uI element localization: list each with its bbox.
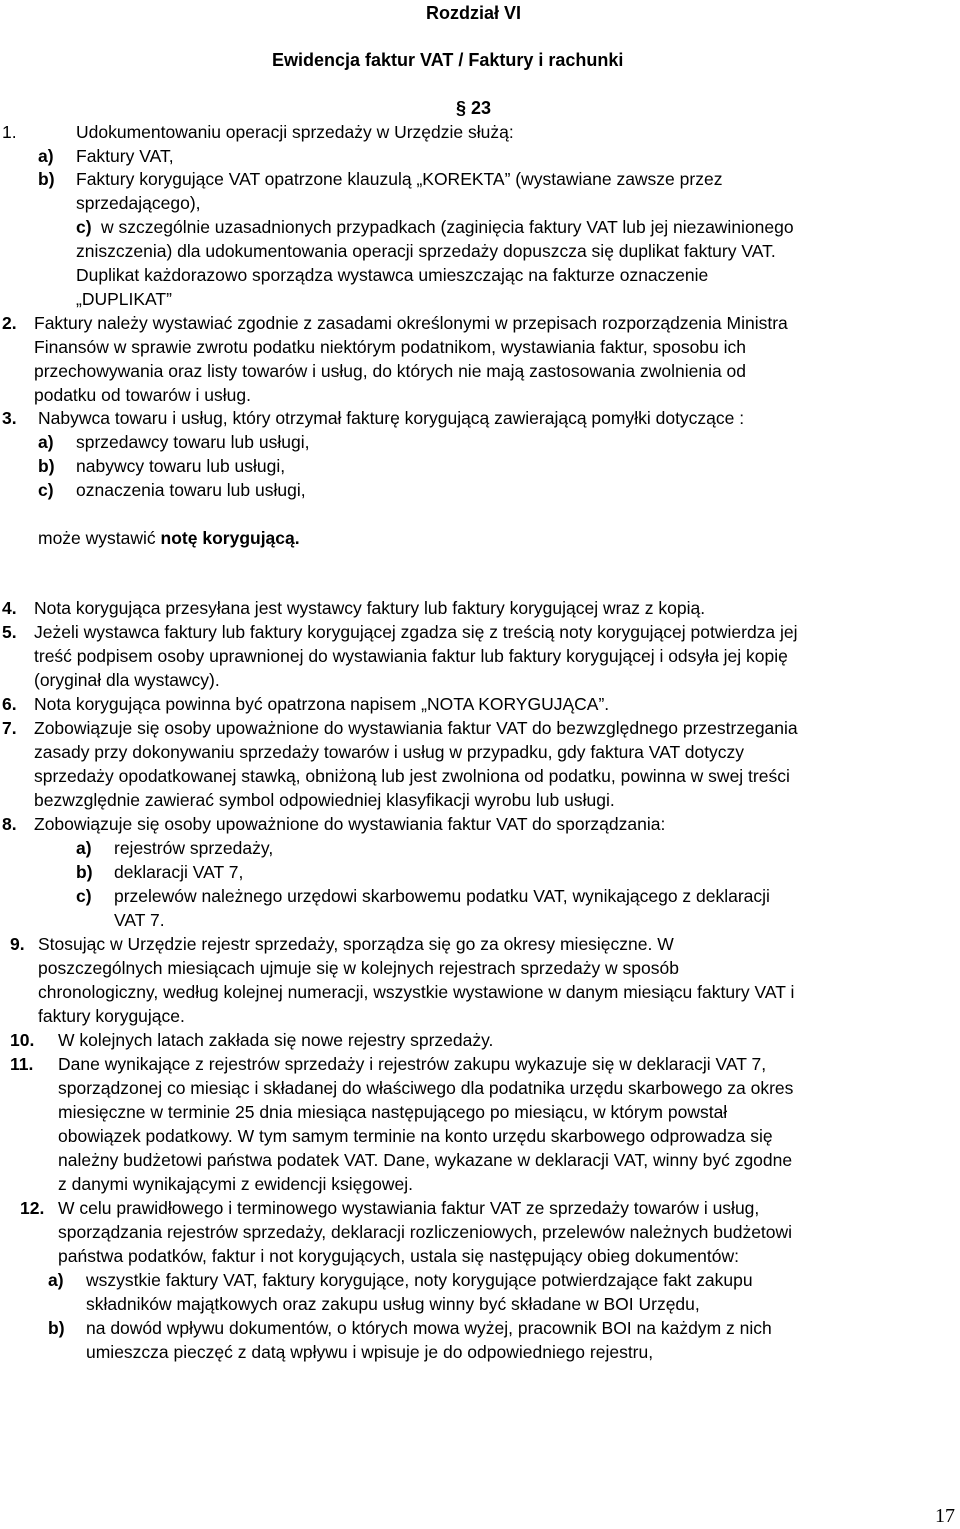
paragraph-line: Stosując w Urzędzie rejestr sprzedaży, sporządza się go za okresy miesięczne. W — [38, 934, 674, 954]
list-item: VAT 7. — [114, 910, 165, 930]
page-title: Ewidencja faktur VAT / Faktury i rachunki — [272, 50, 624, 70]
chapter-heading: Rozdział VI — [426, 3, 522, 23]
list-item: przelewów należnego urzędowi skarbowemu podatku VAT, wynikającego z deklaracji — [114, 886, 770, 906]
item-number: 8. — [2, 814, 17, 834]
paragraph-line: W celu prawidłowego i terminowego wystawiania faktur VAT ze sprzedaży towarów i usług, — [58, 1198, 760, 1218]
list-label: a) — [48, 1270, 64, 1290]
paragraph-line: W kolejnych latach zakłada się nowe rejestry sprzedaży. — [58, 1030, 494, 1050]
list-item: zniszczenia) dla udokumentowania operacji sprzedaży dopuszcza się duplikat faktury VAT. — [76, 241, 776, 261]
paragraph-line: Zobowiązuje się osoby upoważnione do wystawiania faktur VAT do sporządzania: — [34, 814, 666, 834]
paragraph-line: z danymi wynikającymi z ewidencji księgowej. — [58, 1174, 413, 1194]
list-label: b) — [38, 169, 55, 189]
list-item: Duplikat każdorazowo sporządza wystawca umieszczając na fakturze oznaczenie — [76, 265, 709, 285]
paragraph-line: Jeżeli wystawca faktury lub faktury korygującej zgadza się z treścią noty korygującej potwierdza jej — [34, 622, 798, 642]
paragraph-line: miesięczne w terminie 25 dnia miesiąca następującego po miesiącu, w którym powstał — [58, 1102, 728, 1122]
paragraph-line: państwa podatków, faktur i not korygujących, ustala się następujący obieg dokumentów: — [58, 1246, 739, 1266]
list-label: c) — [76, 886, 92, 906]
list-item: w szczególnie uzasadnionych przypadkach (zaginięcia faktury VAT lub jej niezawinionego — [101, 217, 794, 237]
list-item: składników majątkowych oraz zakupu usług winny być składane w BOI Urzędu, — [86, 1294, 700, 1314]
paragraph-line: treść podpisem osoby uprawnionej do wystawiania faktur lub faktury korygującej i odsyła jej kopię — [34, 646, 788, 666]
paragraph-line: sprzedaży opodatkowanej stawką, obniżoną lub jest zwolniona od podatku, powinna w swej treści — [34, 766, 790, 786]
list-item: rejestrów sprzedaży, — [114, 838, 274, 858]
paragraph-line: przechowywania oraz listy towarów i usług, do których nie mają zastosowania zwolnienia od — [34, 361, 747, 381]
list-item: nabywcy towaru lub usługi, — [76, 456, 286, 476]
item-number: 1. — [2, 122, 17, 142]
paragraph-line: podatku od towarów i usług. — [34, 385, 251, 405]
list-item: „DUPLIKAT” — [76, 289, 172, 309]
list-label: b) — [38, 456, 55, 476]
page-number: 17 — [935, 1505, 955, 1527]
list-label: c) — [38, 480, 54, 500]
paragraph-line: zasady przy dokonywaniu sprzedaży towarów i usług w przypadku, gdy faktura VAT dotyczy — [34, 742, 745, 762]
closing-line — [38, 527, 300, 549]
paragraph-line: faktury korygujące. — [38, 1006, 185, 1026]
paragraph-line: Faktury należy wystawiać zgodnie z zasadami określonymi w przepisach rozporządzenia Ministra — [34, 313, 788, 333]
paragraph-line: sporządzonej co miesiąc i składanej do właściwego dla podatnika urzędu skarbowego za okres — [58, 1078, 794, 1098]
paragraph-line: sporządzania rejestrów sprzedaży, deklaracji rozliczeniowych, przelewów należnych budżetowi — [58, 1222, 793, 1242]
list-label: a) — [38, 146, 54, 166]
paragraph-line: Nabywca towaru i usług, który otrzymał fakturę korygującą zawierającą pomyłki dotyczące : — [38, 408, 745, 428]
list-label: a) — [76, 838, 92, 858]
list-item: sprzedawcy towaru lub usługi, — [76, 432, 310, 452]
paragraph-line: należny budżetowi państwa podatek VAT. Dane, wykazane w deklaracji VAT, winny być zgodne — [58, 1150, 793, 1170]
closing-bold-text: notę korygującą. — [160, 528, 300, 548]
paragraph-line: poszczególnych miesiącach ujmuje się w kolejnych rejestrach sprzedaży w sposób — [38, 958, 679, 978]
list-item: deklaracji VAT 7, — [114, 862, 244, 882]
list-item: Faktury korygujące VAT opatrzone klauzulą „KOREKTA” (wystawiane zawsze przez — [76, 169, 723, 189]
list-item: wszystkie faktury VAT, faktury korygujące, noty korygujące potwierdzające fakt zakupu — [86, 1270, 753, 1290]
list-item: sprzedającego), — [76, 193, 201, 213]
item-number: 11. — [10, 1054, 34, 1074]
paragraph-line: Nota korygująca powinna być opatrzona napisem „NOTA KORYGUJĄCA”. — [34, 694, 610, 714]
paragraph-line: (oryginał dla wystawcy). — [34, 670, 220, 690]
list-item: na dowód wpływu dokumentów, o których mowa wyżej, pracownik BOI na każdym z nich — [86, 1318, 772, 1338]
paragraph-line: Udokumentowaniu operacji sprzedaży w Urzędzie służą: — [76, 122, 514, 142]
list-item: umieszcza pieczęć z datą wpływu i wpisuje je do odpowiedniego rejestru, — [86, 1342, 654, 1362]
paragraph-line: Zobowiązuje się osoby upoważnione do wystawiania faktur VAT do bezwzględnego przestrzegania — [34, 718, 798, 738]
list-item: oznaczenia towaru lub usługi, — [76, 480, 306, 500]
item-number: 6. — [2, 694, 17, 714]
paragraph-line: Dane wynikające z rejestrów sprzedaży i rejestrów zakupu wykazuje się w deklaracji VAT 7, — [58, 1054, 767, 1074]
item-number: 7. — [2, 718, 17, 738]
closing-text: może wystawić — [38, 528, 156, 548]
item-number: 12. — [20, 1198, 45, 1218]
item-number: 9. — [10, 934, 25, 954]
paragraph-line: obowiązek podatkowy. W tym samym terminie na konto urzędu skarbowego odprowadza się — [58, 1126, 773, 1146]
list-label: c) — [76, 217, 92, 237]
list-label: b) — [76, 862, 93, 882]
paragraph-line: Finansów w sprawie zwrotu podatku niektórym podatnikom, wystawiania faktur, sposobu ich — [34, 337, 747, 357]
list-label: a) — [38, 432, 54, 452]
item-number: 2. — [2, 313, 17, 333]
item-number: 3. — [2, 408, 17, 428]
paragraph-line: Nota korygująca przesyłana jest wystawcy faktury lub faktury korygującej wraz z kopią. — [34, 598, 706, 618]
paragraph-line: bezwzględnie zawierać symbol odpowiedniej klasyfikacji wyrobu lub usługi. — [34, 790, 615, 810]
section-number: § 23 — [456, 98, 492, 118]
item-number: 5. — [2, 622, 17, 642]
list-label: b) — [48, 1318, 65, 1338]
item-number: 10. — [10, 1030, 35, 1050]
paragraph-line: chronologiczny, według kolejnej numeracji, wszystkie wystawione w danym miesiącu faktury VAT i — [38, 982, 795, 1002]
item-number: 4. — [2, 598, 17, 618]
list-item: Faktury VAT, — [76, 146, 174, 166]
